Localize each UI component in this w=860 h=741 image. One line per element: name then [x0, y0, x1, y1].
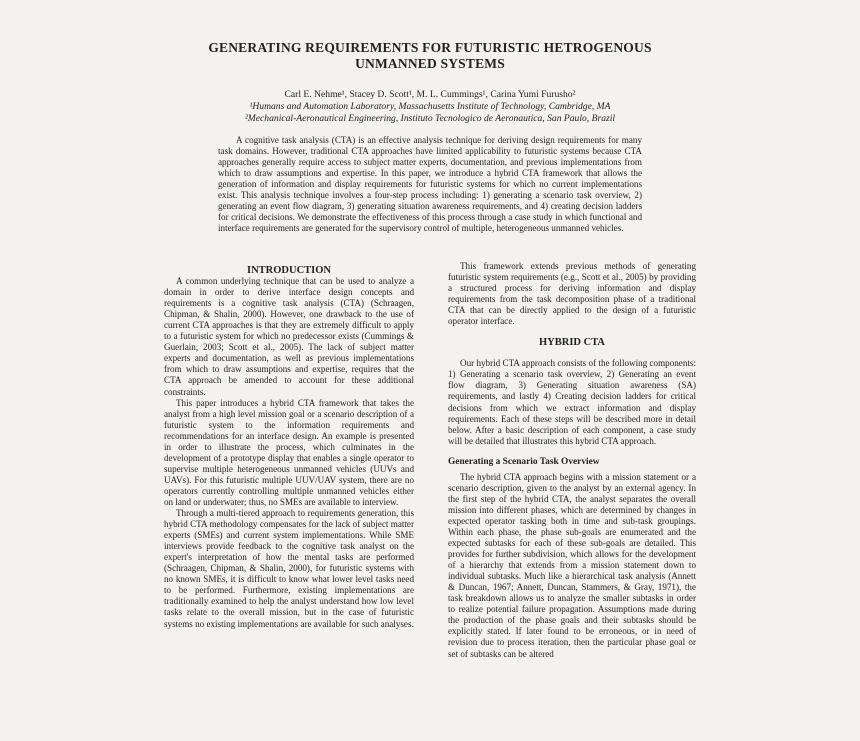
intro-paragraph-3: Through a multi-tiered approach to requirements generation, this hybrid CTA methodology compensates for the lack of subject matter experts (SMEs) and current system implementations. While SME interviews provide feedback to the cognitive task analyst on the expert's interpretation of how the mental tasks are performed (Schraagen, Chipman, & Shalin, 2000), for futuristic systems with no known SMEs, it is difficult to know what lower level tasks need to be performed. Furthermore, existing implementations are traditionally examined to help the analyst understand how low level tasks relate to the overall mission, but in the case of futuristic systems no existing implementations are available for such analyses. [164, 508, 414, 629]
author-names: Carl E. Nehme¹, Stacey D. Scott¹, M. L. Cummings¹, Carina Yumi Furusho² [284, 89, 576, 100]
framework-paragraph: This framework extends previous methods of generating futuristic system requirements (e.g., Scott et al., 2005) by providing a structured process for deriving information and display requirements from the task decomposition phase of a traditional CTA that can be directly applied to the design of a futuristic operator interface. [448, 261, 696, 327]
scenario-task-paragraph: The hybrid CTA approach begins with a mission statement or a scenario description, given to the analyst by an external agency. In the first step of the hybrid CTA, the analyst separates the overall mission into different phases, which are determined by changes in expected operator tasking both in time and sub-task groupings. Within each phase, the phase sub-goals are enumerated and the expected subtasks for each of these sub-goals are detailed. This provides for further subdivision, which allows for the development of a hierarchy that extends from a mission statement down to individual subtasks. Much like a hierarchical task analysis (Annett & Duncan, 1967; Annett, Duncan, Stammers, & Gray, 1971), the task breakdown allows us to analyze the smaller subtasks in order to realize potential failure propagation. Assumptions made during the production of the phase goals and their subtasks should be explicitly stated. If later found to be erroneous, or in need of revision due to process iteration, then the particular phase goal or set of subtasks can be altered [448, 471, 696, 659]
section-heading-hybrid-cta: HYBRID CTA [538, 337, 606, 349]
subsection-heading-scenario-task-overview: Generating a Scenario Task Overview [448, 456, 600, 467]
abstract [218, 135, 642, 234]
right-column [448, 261, 696, 660]
left-column [164, 265, 414, 630]
section-heading-introduction: INTRODUCTION [246, 265, 331, 276]
intro-paragraph-1: A common underlying technique that can be used to analyze a domain in order to derive interface design concepts and requirements is a cognitive task analysis (CTA) (Schraagen, Chipman, & Shalin, 2000). However, one drawback to the use of current CTA approaches is that they are extremely difficult to apply to a futuristic system for which no predecessor exists (Cummings & Guerlain, 2003; Scott et al., 2005). The lack of subject matter experts and documentation, as well as previous implementations from which to draw assumptions and expertise, requires that the CTA approach be amended to account for these additional constraints. [164, 276, 414, 397]
intro-paragraph-2: This paper introduces a hybrid CTA framework that takes the analyst from a high level mission goal or a scenario description of a futuristic system to the information requirements and recommendations for an interface design. An example is presented in order to illustrate the process, which culminates in the development of a prototype display that enables a single operator to supervise multiple heterogeneous unmanned vehicles (UUVs and UAVs). For this futuristic multiple UUV/UAV system, there are no operators currently controlling multiple unmanned vehicles either on land or underwater; thus, no SMEs are available to interview. [164, 397, 414, 507]
affiliation-2: ²Mechanical-Aeronautical Engineering, Instituto Tecnologico de Aeronautica, San Paulo, Brazil [244, 113, 616, 124]
paper-title [150, 40, 710, 72]
affiliation-1: ¹Humans and Automation Laboratory, Massachusetts Institute of Technology, Cambridge, MA [249, 101, 611, 112]
abstract-text: A cognitive task analysis (CTA) is an effective analysis technique for deriving design requirements for many task domains. However, traditional CTA approaches have limited applicability to futuristic systems because CTA approaches generally require access to subject matter experts, documentation, and previous implementations from which to draw assumptions and expertise. In this paper, we introduce a hybrid CTA framework that allows the generation of information and display requirements for futuristic systems for which no current implementations exist. This analysis technique involves a four-step process including: 1) generating a scenario task overview, 2) generating an event flow diagram, 3) generating situation awareness requirements, and 4) creating decision ladders for critical decisions. We demonstrate the effectiveness of this process through a case study in which functional and interface requirements are generated for the supervisory control of multiple, heterogeneous unmanned vehicles. [218, 135, 642, 234]
title-line-2: UNMANNED SYSTEMS [355, 56, 505, 71]
author-block [150, 89, 710, 125]
title-line-1: GENERATING REQUIREMENTS FOR FUTURISTIC HETROGENOUS [208, 40, 652, 55]
hybrid-cta-paragraph: Our hybrid CTA approach consists of the following components: 1) Generating a scenario task overview, 2) Generating an event flow diagram, 3) Generating situation awareness (SA) requirements, and lastly 4) Creating decision ladders for critical decisions from which we extract information and display requirements. Each of these steps will be described more in detail below. After a basic description of each component, a case study will be detailed that illustrates this hybrid CTA approach. [448, 358, 696, 446]
